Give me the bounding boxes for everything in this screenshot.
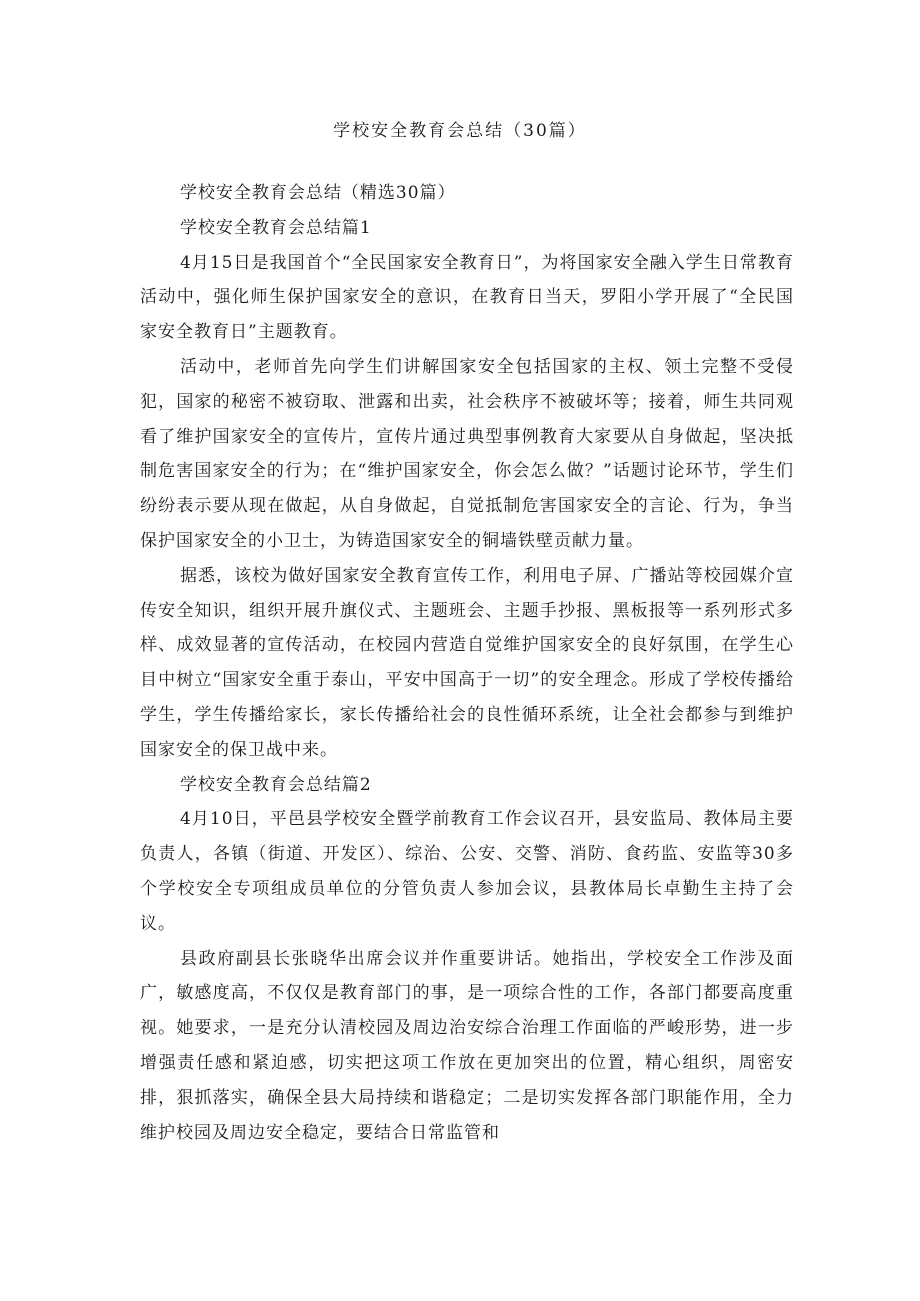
body-paragraph: 据悉，该校为做好国家安全教育宣传工作，利用电子屏、广播站等校园媒介宣传安全知识，组织开展升旗仪式、主题班会、主题手抄报、黑板报等一系列形式多样、成效显著的宣传活动，在校园内营造自觉维护国家安全的良好氛围，在学生心目中树立“国家安全重于泰山，平安中国高于一切”的安全理念。形成了学校传播给学生，学生传播给家长，家长传播给社会的良性循环系统，让全社会都参与到维护国家安全的保卫战中来。: [140, 565, 794, 760]
section-heading-2: 学校安全教育会总结篇2: [179, 774, 372, 795]
body-paragraph: 4月10日，平邑县学校安全暨学前教育工作会议召开，县安监局、教体局主要负责人，各镇（街道、开发区）、综治、公安、交警、消防、食药监、安监等30多个学校安全专项组成员单位的分管负责人参加会议，县教体局长卓勤生主持了会议。: [140, 809, 794, 934]
document-title: 学校安全教育会总结（30篇）: [333, 121, 587, 141]
body-paragraph: 县政府副县长张晓华出席会议并作重要讲话。她指出，学校安全工作涉及面广，敏感度高，不仅仅是教育部门的事，是一项综合性的工作，各部门都要高度重视。她要求，一是充分认清校园及周边治安综合治理工作面临的严峻形势，进一步增强责任感和紧迫感，切实把这项工作放在更加突出的位置，精心组织，周密安排，狠抓落实，确保全县大局持续和谐稳定；二是切实发挥各部门职能作用，全力维护校园及周边安全稳定，要结合日常监管和: [140, 948, 794, 1143]
body-paragraph: 活动中，老师首先向学生们讲解国家安全包括国家的主权、领土完整不受侵犯，国家的秘密不被窃取、泄露和出卖，社会秩序不被破坏等；接着，师生共同观看了维护国家安全的宣传片，宣传片通过典型事例教育大家要从自身做起，坚决抵制危害国家安全的行为；在“维护国家安全，你会怎么做？”话题讨论环节，学生们纷纷表示要从现在做起，从自身做起，自觉抵制危害国家安全的言论、行为，争当保护国家安全的小卫士，为铸造国家安全的铜墙铁壁贡献力量。: [140, 356, 794, 551]
document-body: [140, 176, 794, 1150]
section-heading-1: 学校安全教育会总结篇1: [179, 217, 372, 238]
body-paragraph: 4月15日是我国首个“全民国家安全教育日”，为将国家安全融入学生日常教育活动中，强化师生保护国家安全的意识，在教育日当天，罗阳小学开展了“全民国家安全教育日”主题教育。: [140, 252, 794, 343]
subtitle-paragraph: 学校安全教育会总结（精选30篇）: [179, 183, 456, 203]
